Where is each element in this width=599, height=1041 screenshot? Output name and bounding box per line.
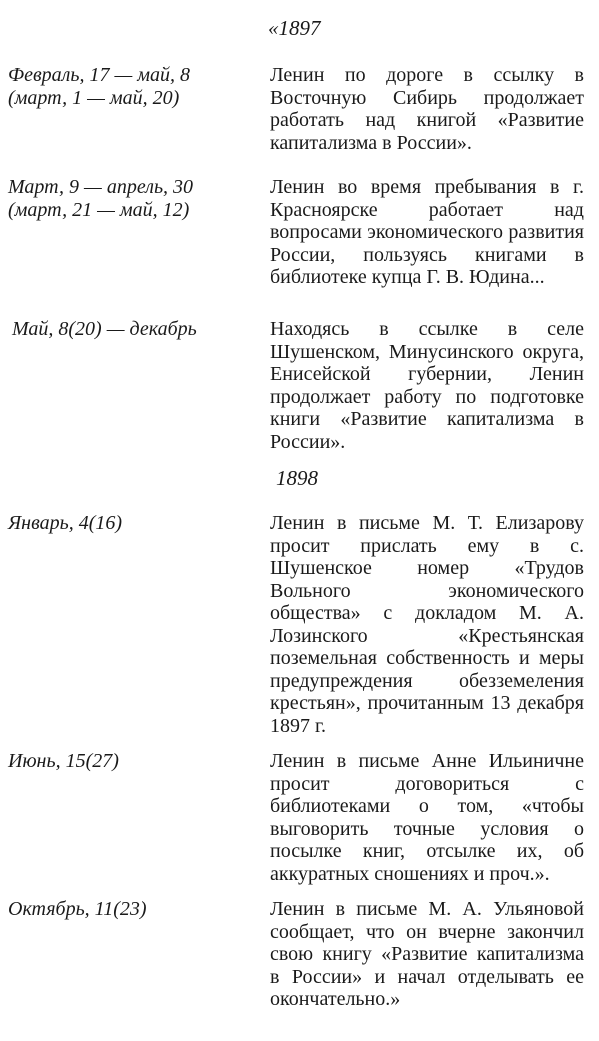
entry-date: Март, 9 — апрель, 30 (март, 21 — май, 12) bbox=[8, 176, 194, 221]
entry-text: Ленин во время пребывания в г. Красноярске работает над вопросами экономического развития России, пользуясь книгами в библиотеке купца Г. В. Юдина... bbox=[270, 176, 584, 288]
year-heading-1897: «1897 bbox=[268, 16, 321, 40]
entry-date: Июнь, 15(27) bbox=[8, 750, 119, 772]
entry-date: Октябрь, 11(23) bbox=[8, 898, 147, 920]
entry-text: Ленин в письме М. А. Ульяновой сообщает, что он вчерне закончил свою книгу «Развитие капитализма в России» и начал отделывать ее окончательно.» bbox=[270, 898, 584, 1010]
entry-date: Февраль, 17 — май, 8 (март, 1 — май, 20) bbox=[8, 64, 191, 109]
entry-text: Ленин в письме М. Т. Елизарову просит прислать ему в с. Шушенское номер «Трудов Вольного экономического общества» с докладом М. А. Лозинского «Крестьянская поземельная собственность и меры предупреждения обезземеления крестьян», прочитанным 13 декабря 1897 г. bbox=[270, 512, 584, 737]
entry-text: Ленин по дороге в ссылку в Восточную Сибирь продолжает работать над книгой «Развитие капитализма в России». bbox=[270, 64, 584, 154]
entry-date: Май, 8(20) — декабрь bbox=[12, 318, 197, 340]
entry-date: Январь, 4(16) bbox=[8, 512, 123, 534]
year-heading-1898: 1898 bbox=[276, 466, 318, 490]
entry-text: Находясь в ссылке в селе Шушенском, Минусинского округа, Енисейской губернии, Ленин продолжает работу по подготовке книги «Развитие капитализма в России». bbox=[270, 318, 584, 453]
entry-text: Ленин в письме Анне Ильиничне просит договориться с библиотеками о том, «чтобы выговорить точные условия о посылке книг, отсылке их, об аккуратных сношениях и проч.». bbox=[270, 750, 584, 885]
